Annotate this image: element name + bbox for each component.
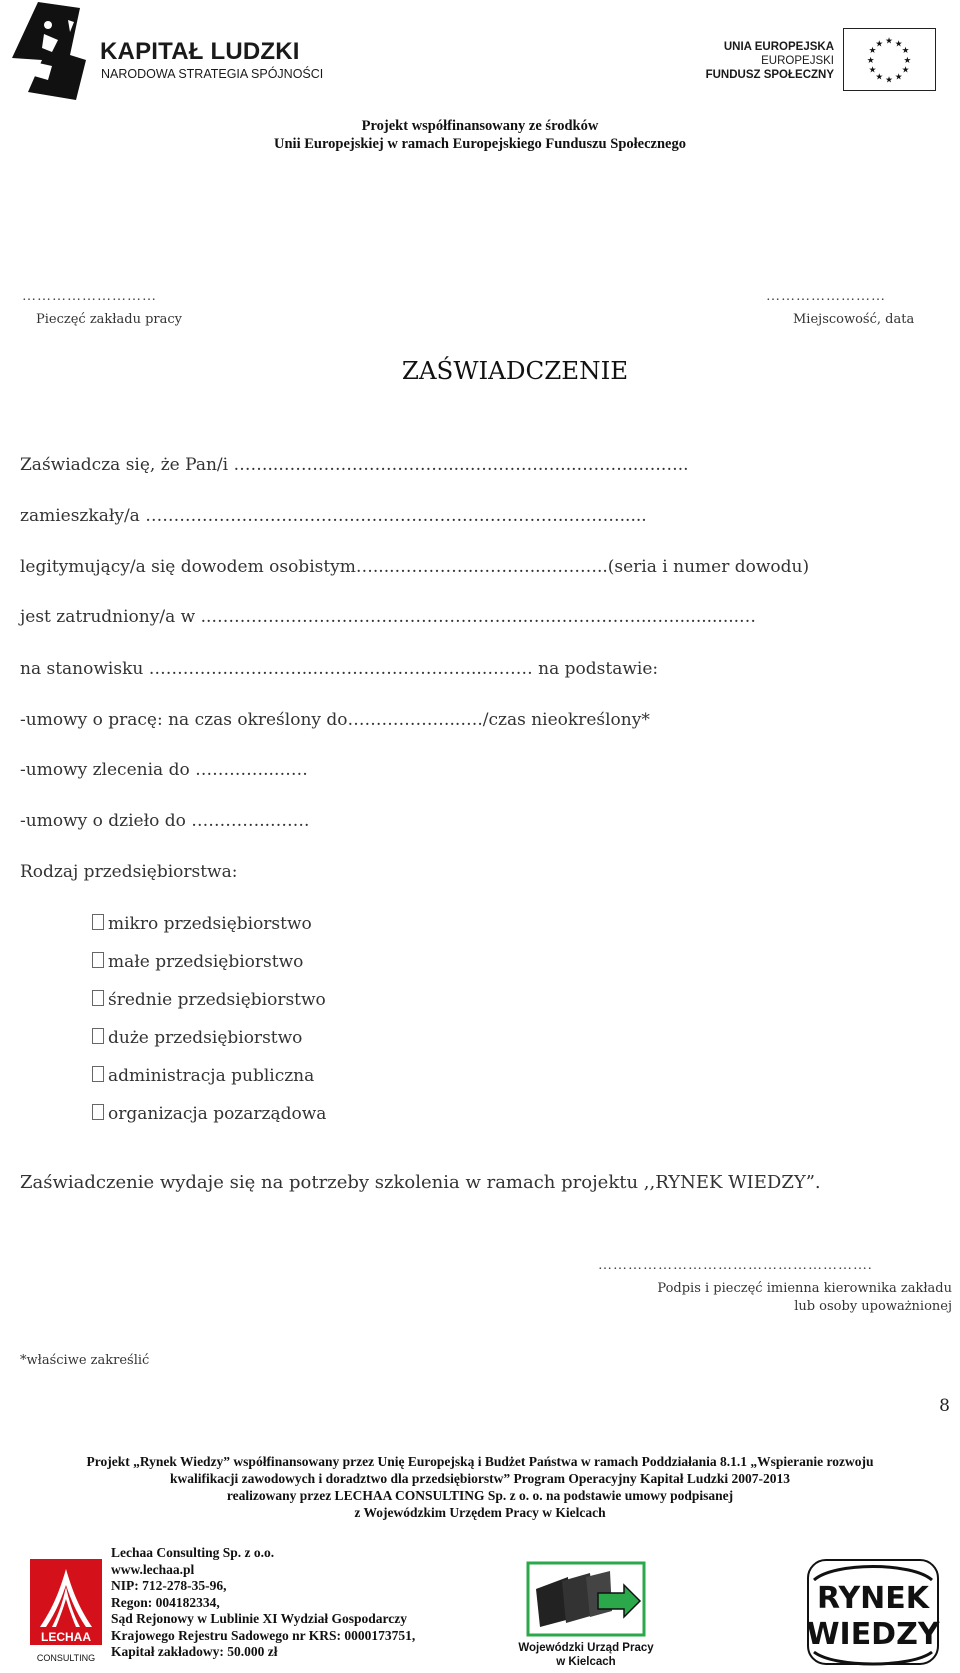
svg-text:★: ★ [894, 72, 903, 83]
checkbox-label: duże przedsiębiorstwo [108, 1028, 303, 1048]
footer-line3: realizowany przez LECHAA CONSULTING Sp. z o. o. na podstawie umowy podpisanej [226, 1488, 734, 1503]
signature-label2: lub osoby upoważnionej [794, 1299, 952, 1314]
checkbox-icon[interactable] [92, 914, 104, 930]
svg-text:★: ★ [901, 65, 910, 76]
kapital-ludzki-subtitle: NARODOWA STRATEGIA SPÓJNOŚCI [101, 67, 324, 81]
field-name: Zaświadcza się, że Pan/i ……..…………………………....…………..…..………..….….. [20, 455, 689, 475]
field-employment-contract: -umowy o pracę: na czas określony do………………..…./czas nieokreślony* [20, 710, 650, 730]
checkbox-label: średnie przedsiębiorstwo [108, 990, 326, 1010]
checkbox-label: administracja publiczna [108, 1066, 315, 1086]
company-court: Sąd Rejonowy w Lublinie XI Wydział Gospodarczy [111, 1611, 408, 1626]
stamp-label: Pieczęć zakładu pracy [36, 312, 183, 327]
lechaa-logo-text: LECHAA [41, 1630, 91, 1644]
checkbox-icon[interactable] [92, 1028, 104, 1044]
lechaa-logo [28, 1557, 104, 1669]
checkbox-label: małe przedsiębiorstwo [108, 952, 304, 972]
svg-text:★: ★ [868, 65, 877, 76]
eu-line2: EUROPEJSKI [761, 55, 834, 67]
svg-text:★: ★ [875, 39, 884, 50]
checkbox-option[interactable] [92, 914, 312, 934]
field-id: legitymujący/a się dowodem osobistym…....…………...………...………..(seria i numer dowodu) [20, 557, 810, 577]
field-address: zamieszkały/a ……………………………….……………….…..…………..………..... [20, 506, 647, 526]
footer-line4: z Wojewódzkim Urzędem Pracy w Kielcach [354, 1505, 606, 1520]
company-capital: Kapitał zakładowy: 50.000 zł [111, 1644, 278, 1659]
rynek-line2: WIEDZY [806, 1617, 940, 1652]
checkbox-option[interactable] [92, 990, 326, 1010]
company-name: Lechaa Consulting Sp. z o.o. [111, 1545, 275, 1560]
svg-text:★: ★ [903, 55, 912, 66]
svg-text:★: ★ [875, 72, 884, 83]
wup-line2: w Kielcach [556, 1656, 616, 1668]
stamp-dots: ……………………… [22, 289, 157, 304]
field-employer: jest zatrudniony/a w ..………………………………………………..…..……………..….............… [20, 607, 757, 627]
cofinance-line1: Projekt współfinansowany ze środków [361, 118, 599, 134]
checkbox-icon[interactable] [92, 1066, 104, 1082]
company-nip: NIP: 712-278-35-96, [111, 1578, 227, 1593]
lechaa-logo-sub: CONSULTING [36, 1653, 96, 1663]
footnote: *właściwe zakreślić [20, 1353, 150, 1368]
cofinance-note [0, 117, 960, 153]
checkbox-label: organizacja pozarządowa [108, 1104, 327, 1124]
field-position: na stanowisku ………………………..………………………...……… na podstawie: [20, 659, 659, 679]
svg-text:★: ★ [901, 46, 910, 57]
company-info [111, 1545, 415, 1661]
document-title: ZAŚWIADCZENIE [401, 356, 629, 385]
kapital-ludzki-title: KAPITAŁ LUDZKI [100, 38, 300, 65]
checkbox-label: mikro przedsiębiorstwo [108, 914, 312, 934]
signature-label1: Podpis i pieczęć imienna kierownika zakładu [657, 1281, 952, 1296]
company-www[interactable]: www.lechaa.pl [111, 1561, 195, 1577]
date-label: Miejscowość, data [793, 312, 915, 327]
svg-text:★: ★ [885, 36, 893, 47]
eu-label [706, 40, 834, 82]
checkbox-icon[interactable] [92, 990, 104, 1006]
checkbox-option[interactable] [92, 952, 303, 972]
rynek-wiedzy-logo [804, 1556, 942, 1668]
eu-line3: FUNDUSZ SPOŁECZNY [705, 69, 834, 81]
checkbox-option[interactable] [92, 1028, 302, 1048]
footer-line2: kwalifikacji zawodowych i doradztwo dla przedsiębiorstw” Program Operacyjny Kapitał Ludzki 2007-2013 [170, 1471, 790, 1486]
statement: Zaświadczenie wydaje się na potrzeby szkolenia w ramach projektu ,,RYNEK WIEDZY”. [20, 1172, 821, 1193]
eu-flag-icon [843, 28, 936, 91]
wup-line1: Wojewódzki Urząd Pracy [518, 1642, 654, 1654]
footer-note [0, 1453, 960, 1521]
svg-text:★: ★ [866, 55, 875, 66]
svg-text:★: ★ [868, 46, 877, 57]
signature-dots: ………………………………………………. [598, 1258, 873, 1273]
checkbox-option[interactable] [92, 1066, 314, 1086]
rynek-line1: RYNEK [816, 1581, 930, 1616]
field-mandate-contract: -umowy zlecenia do …………..…… [20, 760, 308, 780]
field-work-contract: -umowy o dzieło do …………..……. [20, 811, 310, 831]
enterprise-type-heading: Rodzaj przedsiębiorstwa: [20, 862, 238, 882]
kapital-ludzki-logo [8, 0, 103, 105]
checkbox-option[interactable] [92, 1104, 326, 1124]
eu-line1: UNIA EUROPEJSKA [723, 41, 834, 53]
date-dots: …………………… [766, 289, 886, 304]
company-regon: Regon: 004182334, [111, 1594, 220, 1610]
svg-text:★: ★ [894, 39, 903, 50]
wup-logo [506, 1561, 666, 1669]
company-krs: Krajowego Rejestru Sadowego nr KRS: 0000173751, [111, 1627, 416, 1643]
checkbox-icon[interactable] [92, 1104, 104, 1120]
svg-text:★: ★ [885, 75, 893, 86]
page-number: 8 [939, 1396, 950, 1416]
cofinance-line2: Unii Europejskiej w ramach Europejskiego Funduszu Społecznego [274, 136, 686, 152]
checkbox-icon[interactable] [92, 952, 104, 968]
footer-line1: Projekt „Rynek Wiedzy” współfinansowany przez Unię Europejską i Budżet Państwa w ramach Poddziałania 8.1.1 „Wspieranie rozwoju [86, 1454, 874, 1469]
